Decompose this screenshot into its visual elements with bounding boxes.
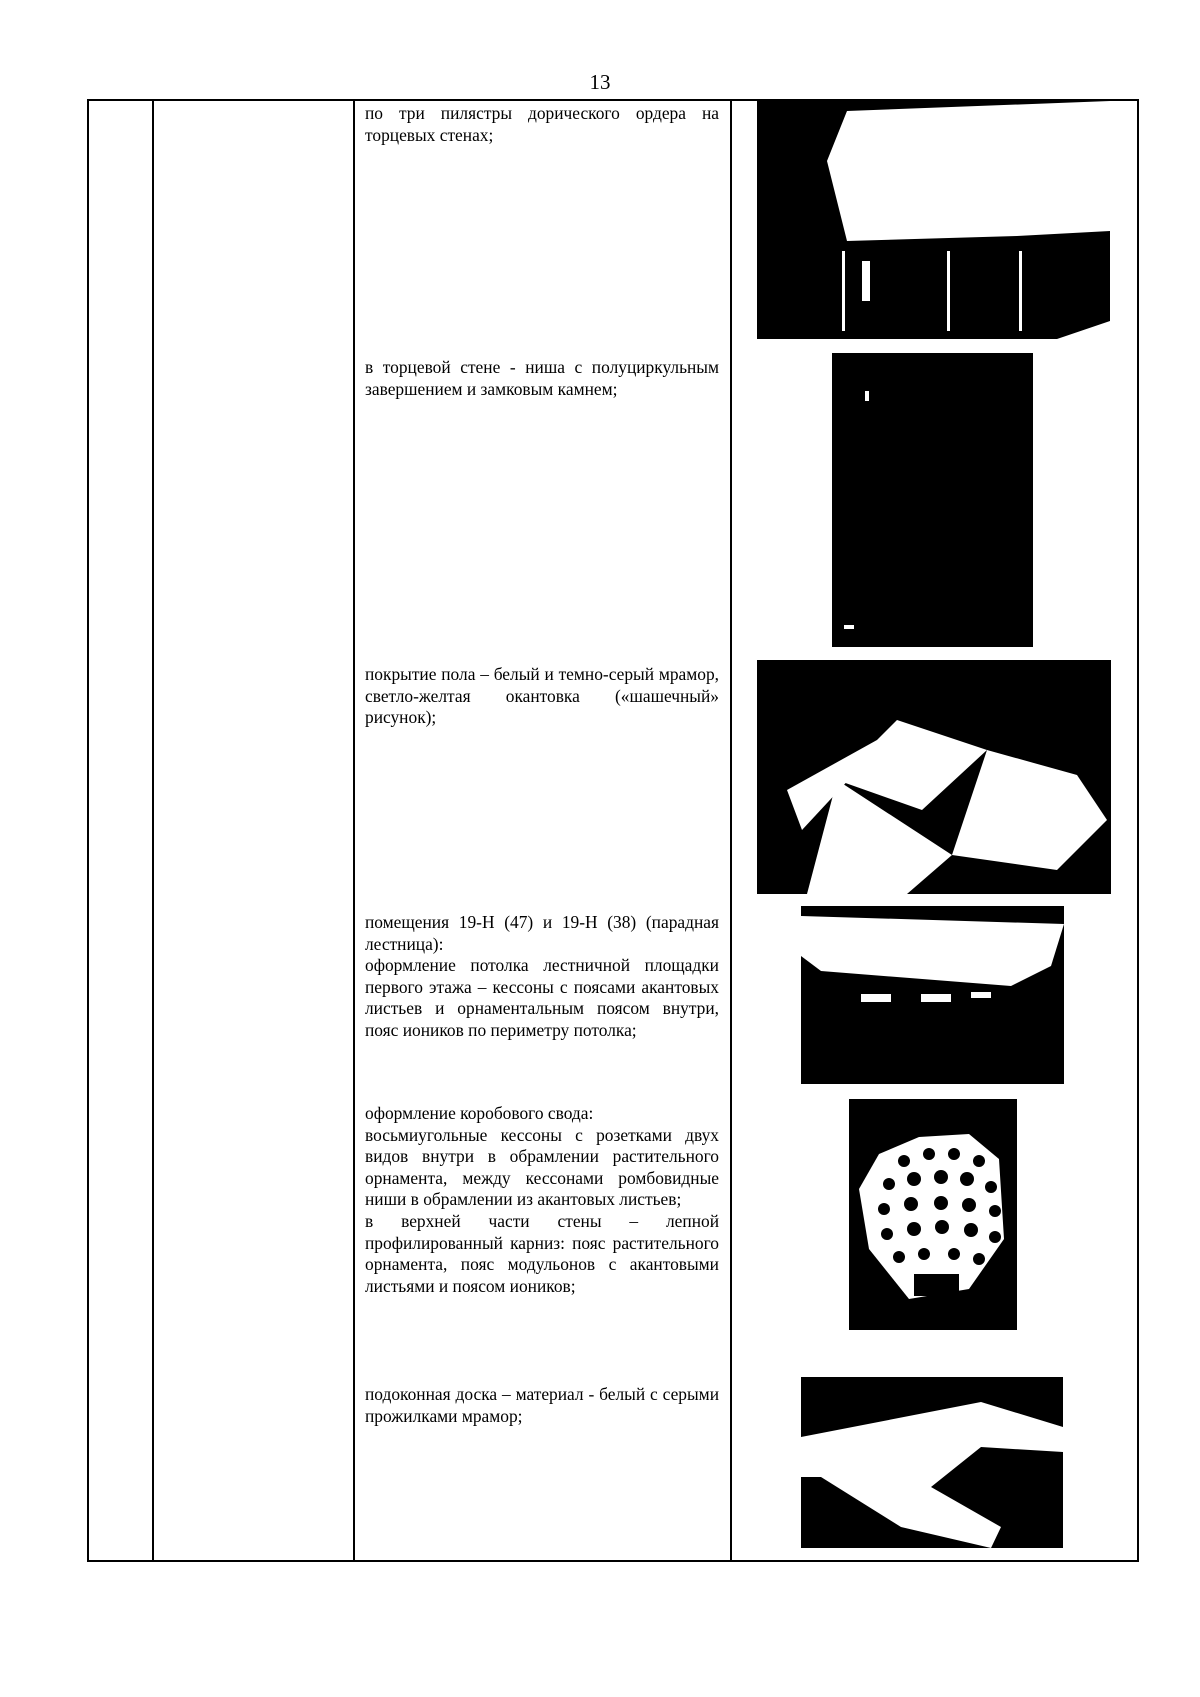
row-text: подоконная доска – материал - белый с серыми прожилками мрамор; xyxy=(365,1384,719,1426)
row-text: оформление потолка лестничной площадки первого этажа – кессоны с поясами акантовых листьев и орнаментальным поясом внутри, пояс иоников по периметру потолка; xyxy=(365,955,719,1040)
page-number: 13 xyxy=(589,70,611,94)
table-row xyxy=(365,1384,719,1427)
floor-photo xyxy=(757,660,1111,894)
column-divider-2 xyxy=(353,101,355,1560)
row-text: в верхней части стены – лепной профилированный карниз: пояс растительного орнамента, пояс модульонов с акантовыми листьями и поясом иоников; xyxy=(365,1210,719,1296)
windowsill-photo xyxy=(801,1377,1063,1548)
niche-photo xyxy=(832,353,1033,647)
table-row xyxy=(365,664,719,729)
table-row xyxy=(365,357,719,400)
row-text: по три пилястры дорического ордера на торцевых стенах; xyxy=(365,103,719,145)
vault-photo xyxy=(849,1099,1017,1330)
column-divider-3 xyxy=(730,101,732,1560)
row-text: оформление коробового свода: xyxy=(365,1103,594,1123)
ceiling-photo xyxy=(801,906,1064,1084)
table-row xyxy=(365,103,719,146)
row-text: восьмиугольные кессоны с розетками двух видов внутри в обрамлении растительного орнамента, между кессонами ромбовидные ниши в обрамлении из акантовых листьев; xyxy=(365,1124,719,1210)
table-row xyxy=(365,912,719,1042)
row-text: помещения 19-Н (47) и 19-Н (38) (парадная лестница): xyxy=(365,912,719,954)
table-row xyxy=(365,1103,719,1297)
row-text: покрытие пола – белый и темно-серый мрамор, светло-желтая окантовка («шашечный» рисунок); xyxy=(365,664,719,728)
pilasters-photo xyxy=(757,101,1110,339)
row-text: в торцевой стене - ниша с полуциркульным завершением и замковым камнем; xyxy=(365,357,719,399)
column-divider-1 xyxy=(152,101,154,1560)
